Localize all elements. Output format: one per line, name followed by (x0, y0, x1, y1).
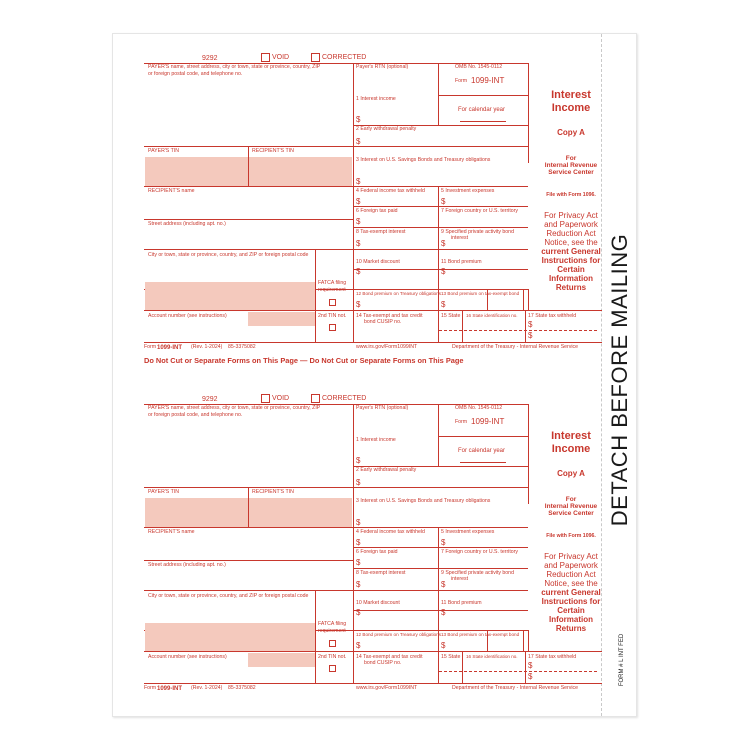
box13-dollar: $ (441, 641, 446, 650)
rule (523, 630, 524, 651)
box1-dollar: $ (356, 456, 361, 465)
box13-dollar: $ (441, 300, 446, 309)
city-label: City or town, state or province, country, and ZIP or foreign postal code (148, 593, 309, 599)
corrected-label: CORRECTED (322, 395, 367, 402)
rule (528, 289, 529, 310)
privacy-line-3: Reduction Act (546, 570, 596, 579)
irs-label: Internal Revenue (544, 503, 598, 510)
payer-rtn-label: Payer's RTN (optional) (356, 64, 409, 70)
form-number-text: FORM # L INT FED (619, 633, 625, 687)
calendar-year-label: For calendar year (458, 448, 506, 454)
rule (144, 310, 602, 311)
fatca-label: FATCA filing (318, 280, 347, 286)
instructions-line-1: current General (541, 247, 601, 256)
rule (353, 568, 528, 569)
copy-label: Copy A (557, 469, 585, 478)
box15-label: 15 State (441, 313, 461, 319)
box10-dollar: $ (356, 608, 361, 617)
rule (315, 310, 316, 342)
privacy-line-1: For Privacy Act (544, 211, 598, 220)
box5-label: 5 Investment expenses (441, 188, 495, 194)
box3-dollar: $ (356, 518, 361, 527)
rule (528, 404, 529, 504)
box1-label: 1 Interest income (356, 96, 396, 102)
fatca-label-2: requirement (318, 287, 346, 293)
box3-label: 3 Interest on U.S. Savings Bonds and Treasury obligations (356, 498, 491, 504)
payer-tin-field[interactable] (145, 498, 248, 527)
separator-text: Do Not Cut or Separate Forms on This Page — Do Not Cut or Separate Forms on This Page (144, 356, 464, 365)
form-title-2: Income (551, 102, 591, 114)
rule (528, 63, 529, 163)
rule (315, 249, 316, 310)
rule (144, 186, 528, 187)
box9-label: 9 Specified private activity bond (441, 229, 514, 235)
instructions-line-5: Returns (555, 283, 587, 292)
box2-label: 2 Early withdrawal penalty (356, 467, 417, 473)
omb-number: OMB No. 1545-0112 (455, 405, 503, 411)
rule (525, 651, 526, 683)
privacy-line-2: and Paperwork (544, 561, 598, 570)
form-id: 1099-INT (471, 76, 505, 85)
instructions-line-1: current General (541, 588, 601, 597)
privacy-label (532, 211, 610, 247)
payer-name-label: PAYER'S name, street address, city or town, state or province, country, ZIP (148, 405, 321, 411)
rule (144, 590, 528, 591)
footer-form-word: Form (144, 685, 157, 691)
rule (353, 547, 528, 548)
rule (528, 630, 529, 651)
rule (438, 310, 439, 342)
form-copy-top (140, 34, 601, 351)
second-tin-label: 2nd TIN not. (318, 313, 347, 319)
rule (315, 590, 316, 651)
state-divider (439, 671, 597, 672)
privacy-line-1: For Privacy Act (544, 552, 598, 561)
void-checkbox[interactable] (261, 53, 270, 62)
for-label: For (565, 496, 577, 503)
calendar-year-field[interactable] (460, 462, 506, 463)
file-with-label: File with Form 1096. (546, 192, 596, 198)
box14-label: 14 Tax-exempt and tax credit (356, 654, 423, 660)
box5-label: 5 Investment expenses (441, 529, 495, 535)
payer-tin-field[interactable] (145, 157, 248, 186)
rule (438, 651, 439, 683)
box17-dollar-2: $ (528, 331, 533, 340)
form-title-1: Interest (551, 430, 591, 442)
footer-url: www.irs.gov/Form1099INT (356, 685, 418, 691)
rule (144, 249, 528, 250)
form-title-1: Interest (551, 89, 591, 101)
recipient-tin-field[interactable] (249, 157, 352, 186)
omb-number: OMB No. 1545-0112 (455, 64, 503, 70)
box6-dollar: $ (356, 558, 361, 567)
footer-revision: (Rev. 1-2024) (191, 344, 223, 350)
for-label: For (565, 155, 577, 162)
fatca-label-2: requirement (318, 628, 346, 634)
rule (438, 63, 439, 125)
rule (462, 651, 463, 683)
box8-dollar: $ (356, 580, 361, 589)
box9-label-2: interest (451, 576, 469, 582)
box7-label: 7 Foreign country or U.S. territory (441, 208, 518, 214)
rule (462, 310, 463, 342)
rule (523, 289, 524, 310)
privacy-line-3: Reduction Act (546, 229, 596, 238)
box14-label-2: bond CUSIP no. (364, 660, 402, 666)
box11-label: 11 Bond premium (441, 600, 482, 606)
box10-label: 10 Market discount (356, 600, 400, 606)
box4-label: 4 Federal income tax withheld (356, 188, 425, 194)
fatca-label: FATCA filing (318, 621, 347, 627)
box4-dollar: $ (356, 197, 361, 206)
second-tin-label: 2nd TIN not. (318, 654, 347, 660)
box12-label: 12 Bond premium on Treasury obligations (356, 291, 442, 296)
instructions-line-4: Information (549, 615, 593, 624)
footer-form-id: 1099-INT (157, 345, 183, 351)
footer-department: Department of the Treasury - Internal Revenue Service (452, 344, 579, 350)
rule (144, 651, 602, 652)
footer-revision: (Rev. 1-2024) (191, 685, 223, 691)
file-with-label: File with Form 1096. (546, 533, 596, 539)
form-code: 9292 (202, 396, 218, 403)
street-address-label: Street address (including apt. no.) (148, 562, 226, 568)
box8-dollar: $ (356, 239, 361, 248)
box12-dollar: $ (356, 300, 361, 309)
box3-label: 3 Interest on U.S. Savings Bonds and Treasury obligations (356, 157, 491, 163)
footer-catalog: 85-3375082 (228, 685, 256, 691)
box11-dollar: $ (441, 267, 446, 276)
rule (353, 227, 528, 228)
calendar-year-field[interactable] (460, 121, 506, 122)
box12-label: 12 Bond premium on Treasury obligations (356, 632, 442, 637)
box1-dollar: $ (356, 115, 361, 124)
box2-dollar: $ (356, 478, 361, 487)
box2-label: 2 Early withdrawal penalty (356, 126, 417, 132)
irs-label-2: Service Center (548, 510, 594, 517)
box16-label: 16 State identification no. (466, 313, 518, 318)
rule (353, 651, 354, 683)
rule (438, 95, 528, 96)
instructions-line-5: Returns (555, 624, 587, 633)
payer-name-label-2: or foreign postal code, and telephone no. (148, 71, 243, 77)
footer-url: www.irs.gov/Form1099INT (356, 344, 418, 350)
rule (438, 436, 528, 437)
box4-label: 4 Federal income tax withheld (356, 529, 425, 535)
privacy-line-4: Notice, see the (544, 579, 598, 588)
box10-label: 10 Market discount (356, 259, 400, 265)
box6-label: 6 Foreign tax paid (356, 208, 398, 214)
second-tin-checkbox[interactable] (329, 324, 336, 331)
box9-label: 9 Specified private activity bond (441, 570, 514, 576)
box17-dollar-2: $ (528, 672, 533, 681)
box7-label: 7 Foreign country or U.S. territory (441, 549, 518, 555)
rule (525, 310, 526, 342)
instructions-line-4: Information (549, 274, 593, 283)
form-word: Form (455, 419, 468, 425)
box9-dollar: $ (441, 239, 446, 248)
form-word: Form (455, 78, 468, 84)
box6-dollar: $ (356, 217, 361, 226)
rule (144, 146, 528, 147)
instructions-line-3: Certain (557, 606, 585, 615)
form-title (532, 89, 610, 115)
recipient-name-label: RECIPIENT'S name (148, 529, 195, 535)
box3-dollar: $ (356, 177, 361, 186)
instructions-line-2: Instructions for (541, 256, 601, 265)
box11-label: 11 Bond premium (441, 259, 482, 265)
fatca-checkbox[interactable] (329, 299, 336, 306)
rule (353, 63, 354, 310)
payer-tin-label: PAYER'S TIN (148, 489, 179, 495)
city-label: City or town, state or province, country, and ZIP or foreign postal code (148, 252, 309, 258)
fatca-checkbox[interactable] (329, 640, 336, 647)
box6-label: 6 Foreign tax paid (356, 549, 398, 555)
form-id: 1099-INT (471, 417, 505, 426)
footer-department: Department of the Treasury - Internal Revenue Service (452, 685, 579, 691)
account-field[interactable] (248, 653, 315, 667)
box16-label: 16 State identification no. (466, 654, 518, 659)
box8-label: 8 Tax-exempt interest (356, 570, 406, 576)
box17-label: 17 State tax withheld (528, 654, 577, 660)
box9-label-2: interest (451, 235, 469, 241)
corrected-label: CORRECTED (322, 54, 367, 61)
recipient-tin-label: RECIPIENT'S TIN (252, 148, 294, 154)
box12-dollar: $ (356, 641, 361, 650)
rule (353, 206, 528, 207)
box14-label-2: bond CUSIP no. (364, 319, 402, 325)
form-title (532, 430, 610, 456)
box11-dollar: $ (441, 608, 446, 617)
payer-tin-label: PAYER'S TIN (148, 148, 179, 154)
box17-dollar: $ (528, 661, 533, 670)
corrected-checkbox[interactable] (311, 394, 320, 403)
calendar-year-label: For calendar year (458, 107, 506, 113)
state-divider (439, 330, 597, 331)
instructions-line-3: Certain (557, 265, 585, 274)
payer-name-label-2: or foreign postal code, and telephone no. (148, 412, 243, 418)
rule (144, 219, 353, 220)
box8-label: 8 Tax-exempt interest (356, 229, 406, 235)
box9-dollar: $ (441, 580, 446, 589)
footer-catalog: 85-3375082 (228, 344, 256, 350)
shaded-field (145, 623, 315, 651)
privacy-line-4: Notice, see the (544, 238, 598, 247)
rule (353, 310, 354, 342)
box2-dollar: $ (356, 137, 361, 146)
recipient-name-label: RECIPIENT'S name (148, 188, 195, 194)
footer-form-id: 1099-INT (157, 686, 183, 692)
detach-text: DETACH BEFORE MAILING (607, 233, 632, 527)
box5-dollar: $ (441, 538, 446, 547)
box4-dollar: $ (356, 538, 361, 547)
payer-rtn-label: Payer's RTN (optional) (356, 405, 409, 411)
recipient-tin-field[interactable] (249, 498, 352, 527)
form-copy-bottom (140, 375, 601, 692)
form-title-2: Income (551, 443, 591, 455)
rule (438, 404, 439, 466)
recipient-tin-label: RECIPIENT'S TIN (252, 489, 294, 495)
irs-label-2: Service Center (548, 169, 594, 176)
void-label: VOID (272, 54, 290, 61)
privacy-line-2: and Paperwork (544, 220, 598, 229)
payer-name-label: PAYER'S name, street address, city or town, state or province, country, ZIP (148, 64, 321, 70)
box13-label: 13 Bond premium on tax-exempt bond (441, 291, 520, 296)
box15-label: 15 State (441, 654, 461, 660)
box13-label: 13 Bond premium on tax-exempt bond (441, 632, 520, 637)
void-checkbox[interactable] (261, 394, 270, 403)
irs-label: Internal Revenue (544, 162, 598, 169)
box5-dollar: $ (441, 197, 446, 206)
rule (315, 651, 316, 683)
privacy-label (532, 552, 610, 588)
corrected-checkbox[interactable] (311, 53, 320, 62)
box17-dollar: $ (528, 320, 533, 329)
footer-form-word: Form (144, 344, 157, 350)
form-code: 9292 (202, 55, 218, 62)
box14-label: 14 Tax-exempt and tax credit (356, 313, 423, 319)
street-address-label: Street address (including apt. no.) (148, 221, 226, 227)
account-field[interactable] (248, 312, 315, 326)
rule (144, 527, 528, 528)
second-tin-checkbox[interactable] (329, 665, 336, 672)
box17-label: 17 State tax withheld (528, 313, 577, 319)
void-label: VOID (272, 395, 290, 402)
rule (144, 342, 602, 343)
instructions-label (532, 588, 610, 633)
box10-dollar: $ (356, 267, 361, 276)
rule (144, 487, 528, 488)
rule (353, 404, 354, 651)
account-label: Account number (see instructions) (148, 313, 227, 319)
copy-label: Copy A (557, 128, 585, 137)
box1-label: 1 Interest income (356, 437, 396, 443)
instructions-label (532, 247, 610, 292)
rule (144, 560, 353, 561)
account-label: Account number (see instructions) (148, 654, 227, 660)
instructions-line-2: Instructions for (541, 597, 601, 606)
rule (144, 683, 602, 684)
shaded-field (145, 282, 315, 310)
